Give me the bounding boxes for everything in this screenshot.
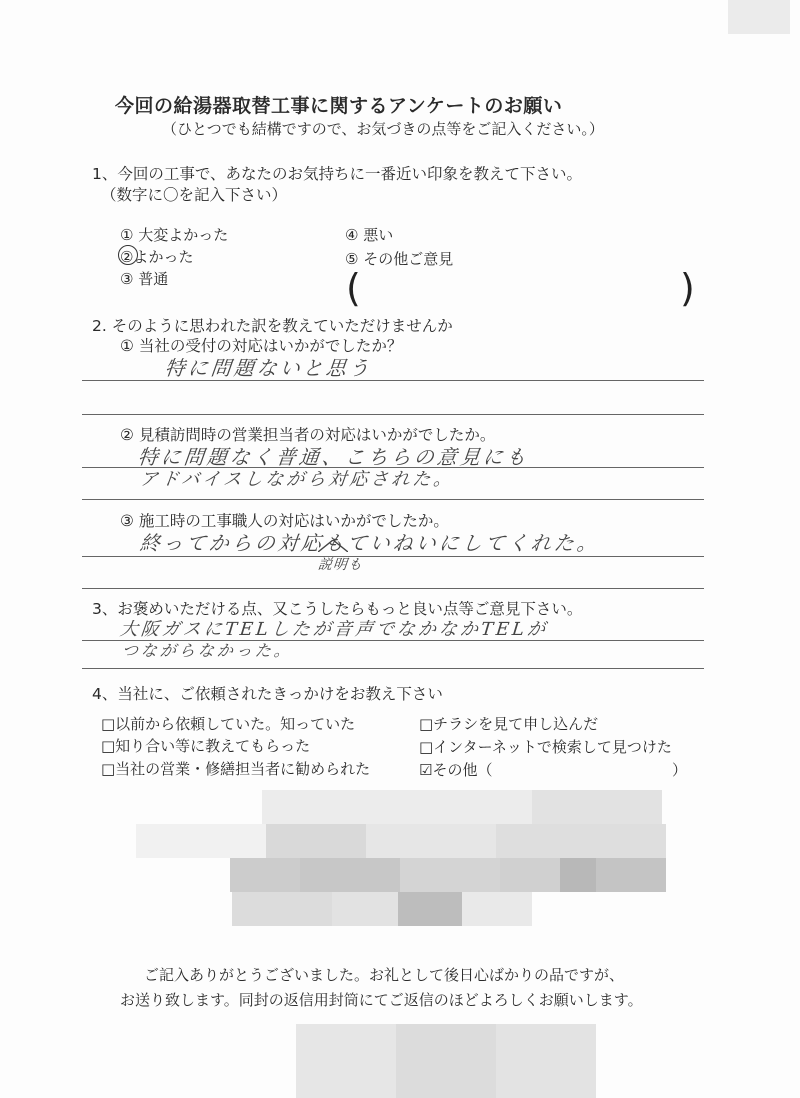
answer-2-2a: 特に問題なく普通、こちらの意見にも	[136, 445, 531, 469]
reason-acquaintance[interactable]: □知り合い等に教えてもらった	[101, 737, 311, 755]
answer-line	[82, 588, 704, 589]
question-1-note: （数字に〇を記入下さい）	[101, 186, 288, 204]
answer-2-3: 終ってからの対応もていねいにしてくれた。	[138, 531, 602, 555]
answer-line	[82, 380, 704, 381]
option-5[interactable]: ⑤ その他ご意見	[345, 250, 454, 268]
reason-other-checked[interactable]: ☑その他（	[419, 761, 493, 779]
option-1[interactable]: ① 大変よかった	[120, 226, 229, 244]
question-3: 3、お褒めいただける点、又こうしたらもっと良い点等ご意見下さい。	[92, 600, 583, 618]
reason-sales-staff[interactable]: □当社の営業・修繕担当者に勧められた	[101, 760, 371, 778]
answer-line	[82, 556, 704, 557]
question-2: 2. そのように思われた訳を教えていただけませんか	[92, 317, 453, 335]
answer-line	[82, 499, 704, 500]
answer-2-2b: アドバイスしながら対応された。	[138, 469, 456, 490]
reason-internet[interactable]: □インターネットで検索して見つけた	[419, 738, 672, 756]
answer-line	[82, 414, 704, 415]
selection-circle-mark	[118, 245, 138, 265]
answer-3a: 大阪ガスにTELしたが音声でなかなかTELが	[118, 619, 550, 640]
reason-flyer[interactable]: □チラシを見て申し込んだ	[419, 715, 599, 733]
reason-previous[interactable]: □以前から依頼していた。知っていた	[101, 715, 356, 733]
q1-paren-close: )	[680, 266, 695, 310]
question-1: 1、今回の工事で、あなたのお気持ちに一番近い印象を教えて下さい。	[92, 165, 583, 183]
footer-line-1: ご記入ありがとうございました。お礼として後日心ばかりの品ですが、	[144, 966, 625, 984]
survey-subtitle: （ひとつでも結構ですので、お気づきの点等をご記入ください。）	[162, 120, 604, 138]
insert-caret-mark	[318, 540, 348, 552]
answer-2-1: 特に問題ないと思う	[163, 356, 374, 380]
option-3[interactable]: ③ 普通	[120, 270, 169, 288]
question-2-sub-2: ② 見積訪問時の営業担当者の対応はいかがでしたか。	[120, 426, 496, 444]
answer-3b: つながらなかった。	[120, 641, 294, 660]
question-2-sub-1: ① 当社の受付の対応はいかがでしたか？	[120, 337, 403, 355]
reason-other-close: ）	[672, 761, 688, 779]
answer-line	[82, 668, 704, 669]
answer-2-3-insert: 説明も	[317, 557, 364, 573]
question-2-sub-3: ③ 施工時の工事職人の対応はいかがでしたか。	[120, 512, 449, 530]
option-2-selected[interactable]: ②よかった	[120, 248, 194, 266]
option-4[interactable]: ④ 悪い	[345, 226, 394, 244]
question-4: 4、当社に、ご依頼されたきっかけをお教え下さい	[92, 685, 443, 703]
q1-paren-open: (	[346, 266, 361, 310]
footer-line-2: お送り致します。同封の返信用封筒にてご返信のほどよろしくお願いします。	[120, 991, 643, 1009]
survey-title: 今回の給湯器取替工事に関するアンケートのお願い	[115, 95, 563, 117]
